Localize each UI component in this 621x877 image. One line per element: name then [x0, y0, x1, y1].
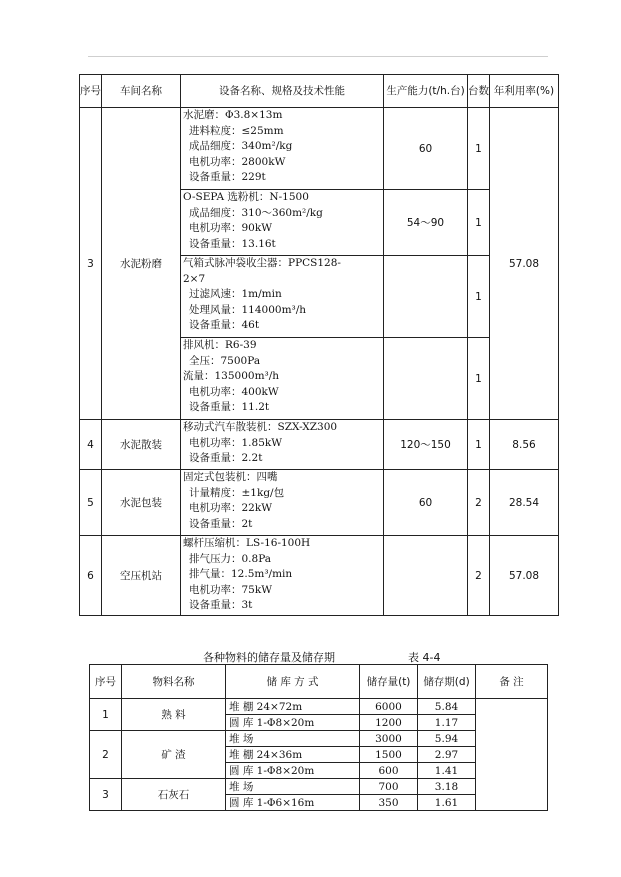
method-cell: 堆 棚 24×72m: [226, 699, 360, 715]
utilization-cell: 57.08: [490, 108, 559, 420]
header-rule: [88, 56, 548, 57]
method-cell: 堆 场: [226, 731, 360, 747]
table-header-row: [80, 75, 559, 108]
header-workshop: 车间名称: [102, 75, 181, 108]
spec-line: 电机功率：22kW: [189, 502, 273, 514]
spec-line: 设备重量：13.16t: [189, 237, 276, 250]
table-row: [80, 470, 559, 536]
equipment-cell: [181, 190, 384, 256]
method-cell: 堆 场: [226, 779, 360, 795]
table-label: 表 4-4: [408, 651, 441, 664]
spec-line: 成品细度：310～360m²/kg: [189, 206, 323, 219]
count-cell: 1: [468, 338, 490, 420]
spec-line: 螺杆压缩机：LS-16-100H: [183, 537, 311, 549]
storage-table: [89, 664, 548, 811]
period-cell: 5.84: [418, 699, 476, 715]
equipment-cell: [181, 536, 384, 616]
spec-line: 成品细度：340m²/kg: [189, 140, 293, 152]
header-no: 序号: [90, 665, 122, 699]
spec-line: 电机功率：75kW: [189, 583, 273, 596]
capacity-cell: [384, 536, 468, 616]
table-row: [90, 699, 548, 715]
table-row: [80, 536, 559, 616]
row-material: 石灰石: [122, 779, 226, 811]
count-cell: 1: [468, 420, 490, 470]
utilization-cell: 28.54: [490, 470, 559, 536]
utilization-cell: 8.56: [490, 420, 559, 470]
storage-cell: 1200: [360, 715, 418, 731]
spec-line: 电机功率：400kW: [189, 385, 279, 398]
utilization-cell: 57.08: [490, 536, 559, 616]
capacity-cell: [384, 338, 468, 420]
row-no: 6: [80, 536, 102, 616]
spec-line: 电机功率：1.85kW: [189, 436, 283, 449]
spec-line: 全压：7500Pa: [189, 354, 261, 367]
spec-line: 排风机：R6-39: [183, 339, 257, 351]
table-row: [80, 108, 559, 190]
header-count: 台数: [468, 75, 490, 108]
header-storage: 储存量(t): [360, 665, 418, 699]
row-no: 4: [80, 420, 102, 470]
header-material: 物料名称: [122, 665, 226, 699]
row-workshop: 水泥粉磨: [102, 108, 181, 420]
period-cell: 3.18: [418, 779, 476, 795]
storage-cell: 1500: [360, 747, 418, 763]
storage-cell: 600: [360, 763, 418, 779]
spec-line: 流量：135000m³/h: [183, 370, 280, 382]
spec-line: 进料粒度：≤25mm: [189, 124, 284, 137]
header-period: 储存期(d): [418, 665, 476, 699]
header-no: 序号: [80, 75, 102, 108]
period-cell: 2.97: [418, 747, 476, 763]
spec-line: 电机功率：90kW: [189, 222, 273, 234]
row-no: 3: [90, 779, 122, 811]
equipment-cell: [181, 108, 384, 190]
spec-line: O-SEPA 选粉机：N-1500: [183, 191, 309, 203]
spec-line: 设备重量：11.2t: [189, 401, 270, 413]
header-method: 储 库 方 式: [226, 665, 360, 699]
period-cell: 1.41: [418, 763, 476, 779]
spec-line: 气箱式脉冲袋收尘器：PPCS128-: [183, 257, 341, 269]
count-cell: 1: [468, 256, 490, 338]
spec-line: 设备重量：2.2t: [189, 452, 263, 464]
period-cell: 1.61: [418, 795, 476, 811]
spec-line: 固定式包装机：四嘴: [183, 471, 278, 483]
capacity-cell: 60: [384, 470, 468, 536]
capacity-cell: 60: [384, 108, 468, 190]
row-no: 5: [80, 470, 102, 536]
row-no: 1: [90, 699, 122, 731]
equipment-cell: [181, 338, 384, 420]
row-no: 3: [80, 108, 102, 420]
table-caption: 各种物料的储存量及储存期: [203, 651, 335, 664]
header-capacity: 生产能力(t/h.台): [384, 75, 468, 108]
capacity-cell: [384, 256, 468, 338]
method-cell: 圆 库 1-Φ8×20m: [226, 715, 360, 731]
spec-line: 处理风量：114000m³/h: [189, 303, 307, 316]
equipment-cell: [181, 420, 384, 470]
capacity-cell: 54～90: [384, 190, 468, 256]
storage-cell: 350: [360, 795, 418, 811]
equipment-cell: [181, 256, 384, 338]
spec-line: 电机功率：2800kW: [189, 155, 286, 168]
row-material: 熟 料: [122, 699, 226, 731]
table-header-row: [90, 665, 548, 699]
row-workshop: 水泥散装: [102, 420, 181, 470]
storage-cell: 3000: [360, 731, 418, 747]
equipment-table: [79, 74, 559, 616]
row-workshop: 空压机站: [102, 536, 181, 616]
row-workshop: 水泥包装: [102, 470, 181, 536]
period-cell: 1.17: [418, 715, 476, 731]
header-note: 备 注: [476, 665, 548, 699]
spec-line: 设备重量：229t: [189, 171, 266, 183]
table-row: [80, 420, 559, 470]
method-cell: 堆 棚 24×36m: [226, 747, 360, 763]
spec-line: 计量精度：±1kg/包: [189, 486, 285, 499]
count-cell: 1: [468, 190, 490, 256]
spec-line: 水泥磨：Φ3.8×13m: [183, 109, 283, 121]
spec-line: 设备重量：46t: [189, 319, 260, 331]
count-cell: 2: [468, 536, 490, 616]
spec-line: 2×7: [183, 272, 206, 285]
count-cell: 1: [468, 108, 490, 190]
header-equipment: 设备名称、规格及技术性能: [181, 75, 384, 108]
row-no: 2: [90, 731, 122, 779]
spec-line: 过滤风速：1m/min: [189, 288, 282, 300]
spec-line: 排气压力：0.8Pa: [189, 552, 272, 565]
row-material: 矿 渣: [122, 731, 226, 779]
spec-line: 移动式汽车散装机：SZX-XZ300: [183, 421, 338, 433]
period-cell: 5.94: [418, 731, 476, 747]
method-cell: 圆 库 1-Φ6×16m: [226, 795, 360, 811]
storage-cell: 700: [360, 779, 418, 795]
spec-line: 排气量：12.5m³/min: [189, 568, 293, 580]
method-cell: 圆 库 1-Φ8×20m: [226, 763, 360, 779]
note-cell: [476, 699, 548, 811]
storage-cell: 6000: [360, 699, 418, 715]
header-utilization: 年利用率(%): [490, 75, 559, 108]
count-cell: 2: [468, 470, 490, 536]
equipment-cell: [181, 470, 384, 536]
capacity-cell: 120～150: [384, 420, 468, 470]
spec-line: 设备重量：3t: [189, 599, 253, 611]
spec-line: 设备重量：2t: [189, 517, 253, 530]
